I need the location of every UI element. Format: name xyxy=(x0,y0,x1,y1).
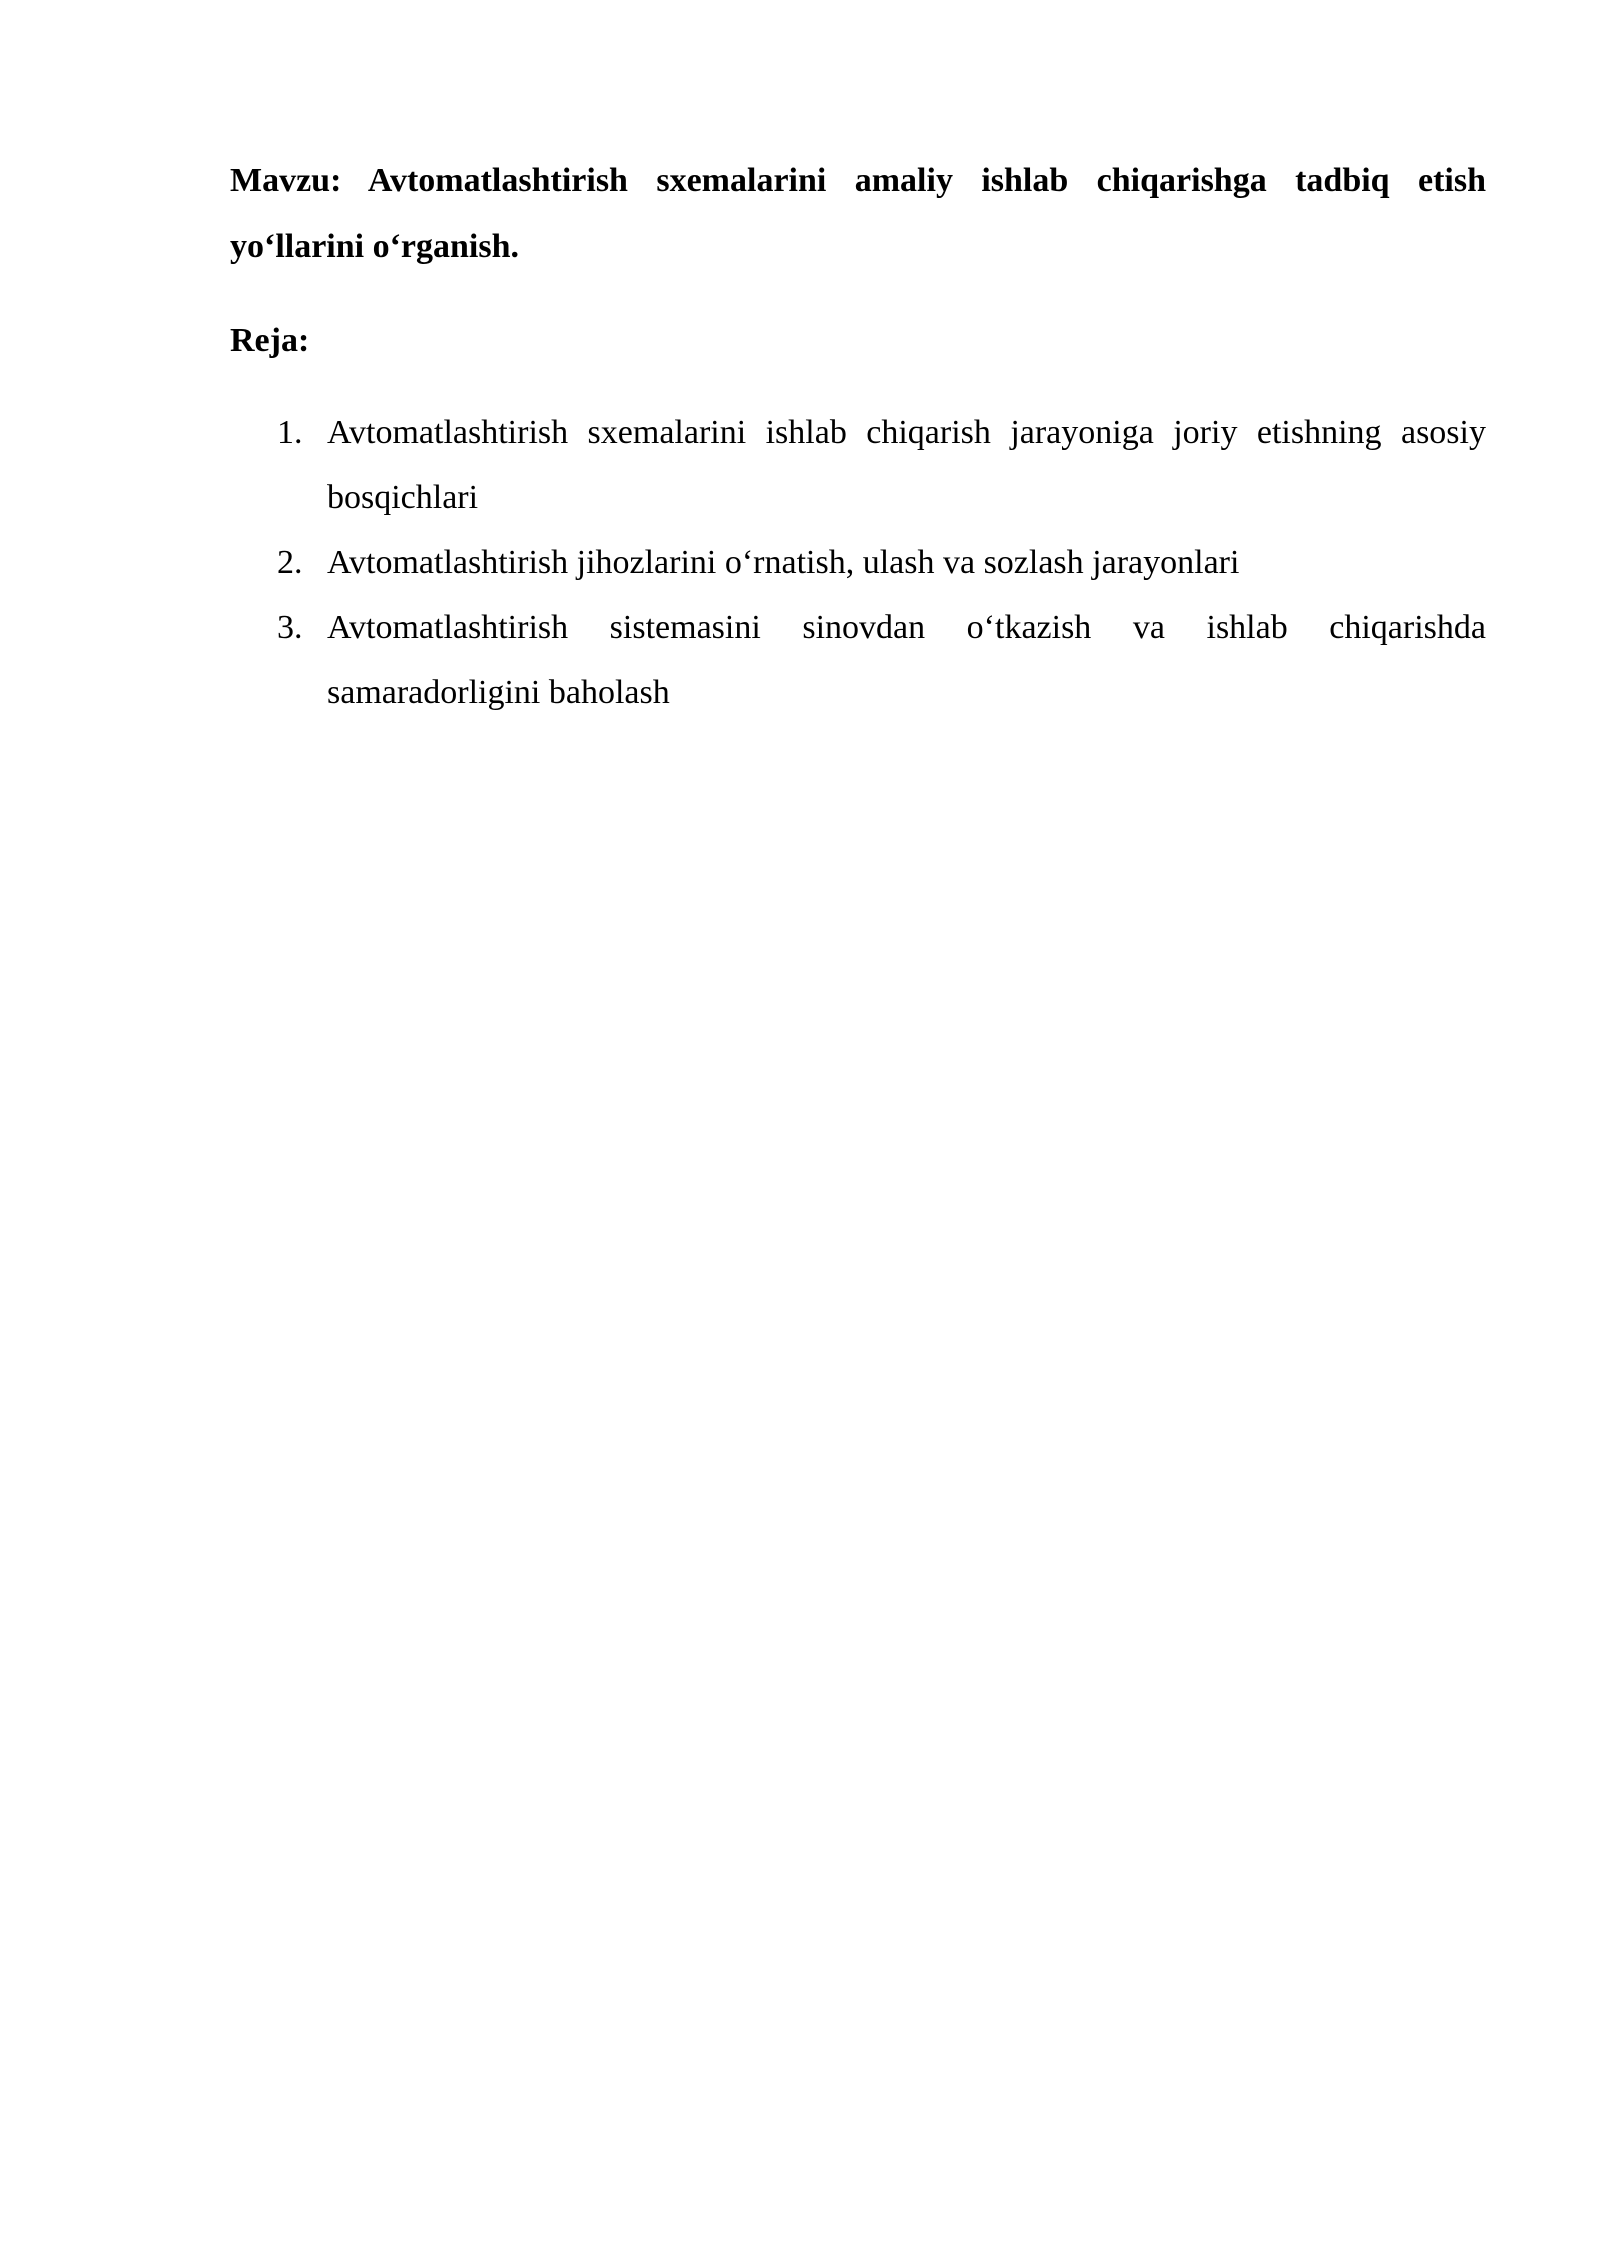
plan-item-text: Avtomatlashtirish sistemasini sinovdan o‘tkazish va ishlab chiqarishda samaradorligini baholash xyxy=(327,609,1486,711)
plan-item-1 xyxy=(230,400,1486,530)
plan-list xyxy=(230,400,1486,725)
plan-item-number: 3. xyxy=(277,609,303,646)
plan-item-3 xyxy=(230,595,1486,725)
plan-item-text: Avtomatlashtirish sxemalarini ishlab chiqarish jarayoniga joriy etishning asosiy bosqichlari xyxy=(327,414,1486,516)
plan-item-number: 2. xyxy=(277,544,303,581)
document-content xyxy=(230,148,1486,725)
plan-item-number: 1. xyxy=(277,414,303,451)
plan-heading: Reja: xyxy=(230,322,310,359)
plan-item-text: Avtomatlashtirish jihozlarini o‘rnatish, ulash va sozlash jarayonlari xyxy=(327,544,1240,581)
plan-item-2 xyxy=(230,530,1486,595)
topic-title: Mavzu: Avtomatlashtirish sxemalarini amaliy ishlab chiqarishga tadbiq etish yo‘llarini o‘rganish. xyxy=(230,162,1486,265)
